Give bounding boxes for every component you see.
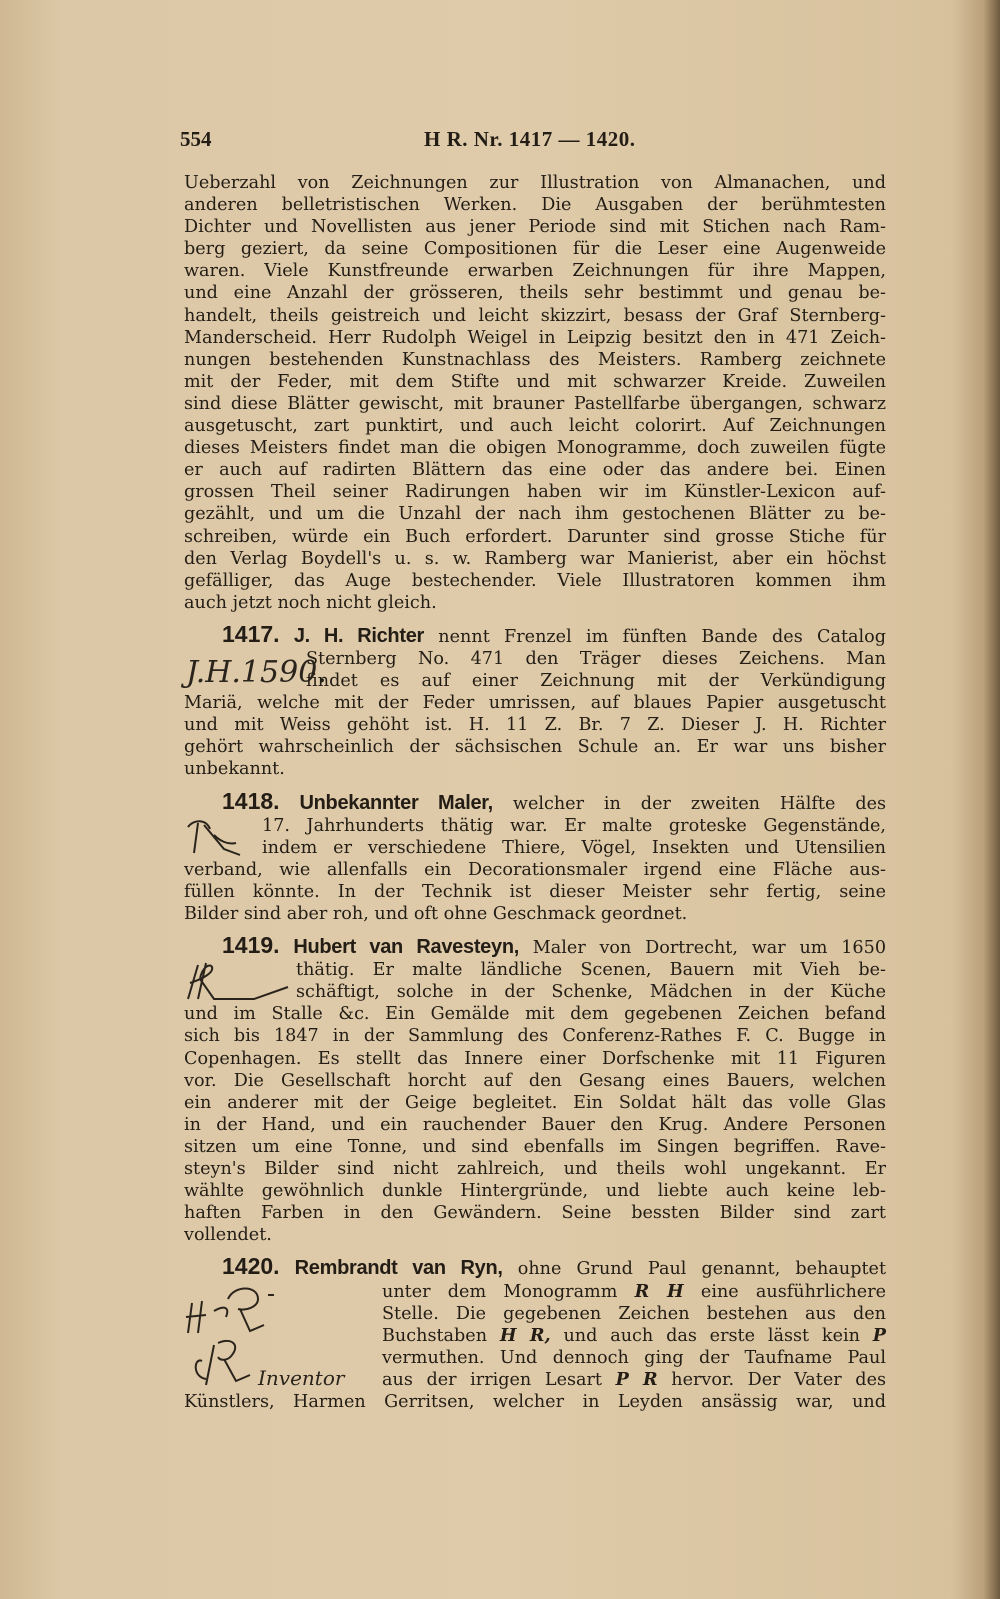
header-title: H R. Nr. 1417 — 1420. [424, 127, 636, 151]
text-fragment: hervor. Der Vater des [671, 1369, 887, 1390]
monogram-label: J.H.1590. [186, 654, 327, 690]
text-line: findet es auf einer Zeichnung mit der Verkündigung [306, 671, 886, 692]
text-line: in der Hand, und ein rauchender Bauer den Krug. Andere Personen [184, 1114, 886, 1135]
text-line: ein anderer mit der Geige begleitet. Ein Soldat hält das volle Glas [184, 1092, 886, 1113]
text-fragment: aus der irrigen Lesart [382, 1369, 602, 1390]
monogram-hr-inventor [184, 1281, 382, 1391]
text-line: unbekannt. [184, 759, 285, 780]
entry-number: 1417. [222, 620, 280, 647]
text-line: thätig. Er malte ländliche Scenen, Bauern mit Vieh be- [296, 960, 886, 981]
text-fragment: unter dem Monogramm [382, 1281, 618, 1302]
text-line: handelt, theils geistreich und leicht skizzirt, besass der Graf Sternberg- [184, 305, 886, 326]
text-line: und eine Anzahl der grösseren, theils sehr bestimmt und genau be- [184, 283, 886, 304]
text-line: Stelle. Die gegebenen Zeichen bestehen aus den [382, 1303, 886, 1324]
entry-number: 1420. [222, 1253, 280, 1280]
text-line: vollendet. [184, 1225, 272, 1246]
page-number: 554 [180, 127, 212, 151]
text-line: vor. Die Gesellschaft horcht auf den Gesang eines Bauers, welchen [184, 1070, 886, 1091]
text-line [382, 1325, 886, 1347]
text-fragment: Buchstaben [382, 1325, 488, 1346]
entry-1417 [184, 620, 887, 781]
entry-artist-name: Rembrandt van Ryn, [294, 1257, 503, 1280]
text-line: und mit Weiss gehöht ist. H. 11 Z. Br. 7 Z. Dieser J. H. Richter [184, 715, 886, 736]
text-line: auch jetzt noch nicht gleich. [184, 592, 437, 613]
entry-artist-name: Hubert van Ravesteyn, [293, 936, 520, 959]
text-line: gezählt, und um die Unzahl der nach ihm gestochenen Blätter zu be- [184, 504, 886, 525]
text-line: Mariä, welche mit der Feder umrissen, auf blaues Papier ausgetuscht [184, 693, 886, 714]
text-line: und im Stalle &c. Ein Gemälde mit dem gegebenen Zeichen befand [184, 1004, 886, 1025]
monogram-row [184, 815, 886, 859]
monogram-row [184, 959, 886, 1003]
entry-first-line: ohne Grund Paul genannt, behauptet [517, 1259, 887, 1280]
entry-heading [184, 1255, 886, 1280]
monogram-drawing [184, 959, 294, 1003]
page-text [180, 127, 887, 1413]
text-line: Manderscheid. Herr Rudolph Weigel in Leipzig besitzt den in 471 Zeich- [184, 327, 886, 348]
page-edge-shadow [984, 0, 1000, 1599]
text-line: Copenhagen. Es stellt das Innere einer Dorfschenke mit 11 Figuren [184, 1048, 886, 1069]
text-line: Sternberg No. 471 den Träger dieses Zeichens. Man [306, 648, 886, 669]
text-line: vermuthen. Und dennoch ging der Taufname Paul [382, 1347, 886, 1368]
entry-artist-name: J. H. Richter [293, 624, 425, 647]
monogram-drawing [184, 648, 327, 692]
text-line: Bilder sind aber roh, und oft ohne Geschmack geordnet. [184, 904, 688, 924]
text-line: sich bis 1847 in der Sammlung des Conferenz-Rathes F. C. Bugge in [184, 1026, 886, 1047]
monogram-reference: H R, [499, 1324, 551, 1346]
text-line: haften Farben in den Gewändern. Seine bessten Bilder sind zart [184, 1203, 886, 1224]
text-line: schäftigt, solche in der Schenke, Mädchen in der Küche [296, 982, 886, 1003]
monogram-drawing [184, 1281, 380, 1391]
text-line: sind diese Blätter gewischt, mit brauner Pastellfarbe übergangen, schwarz [184, 393, 886, 414]
text-line: mit der Feder, mit dem Stifte und mit schwarzer Kreide. Zuweilen [184, 371, 886, 392]
entry-1419 [184, 934, 886, 1246]
monogram-hr [184, 959, 296, 1003]
monogram-inventor-label: Inventor [258, 1365, 345, 1390]
entry-heading [184, 787, 887, 815]
text-line: gehört wahrscheinlich der sächsischen Schule an. Er war uns bisher [184, 737, 886, 758]
running-header [180, 127, 886, 172]
monogram-jh1590 [184, 648, 327, 692]
text-line: sitzen um eine Tonne, und sind ebenfalls im Singen begriffen. Rave- [184, 1136, 886, 1157]
text-line: grossen Theil seiner Radirungen haben wir im Künstler-Lexicon auf- [184, 482, 886, 503]
text-line: Dichter und Novellisten aus jener Periode sind mit Stichen nach Ram- [184, 217, 886, 238]
text-line: er auch auf radirten Blättern das eine oder das andere bei. Einen [184, 460, 886, 481]
text-line: füllen könnte. In der Technik ist dieser Meister sehr fertig, seine [184, 881, 886, 902]
text-fragment: und auch das erste lässt kein [563, 1325, 860, 1346]
text-line: dieses Meisters findet man die obigen Monogramme, doch zuweilen fügte [184, 438, 886, 459]
entry-artist-name: Unbekannter Maler, [299, 791, 493, 814]
monogram-side-text [382, 1281, 886, 1391]
text-line: ausgetuscht, zart punktirt, und auch leicht colorirt. Auf Zeichnungen [184, 416, 886, 437]
text-line: verband, wie allenfalls ein Decorationsmaler irgend eine Fläche aus- [184, 859, 886, 880]
text-line: wählte gewöhnlich dunkle Hintergründe, und liebte auch keine leb- [184, 1181, 886, 1202]
entry-number: 1418. [222, 787, 280, 814]
text-line: Künstlers, Harmen Gerritsen, welcher in Leyden ansässig war, und [184, 1391, 886, 1412]
intro-paragraph [184, 172, 886, 614]
entry-first-line: nennt Frenzel im fünften Bande des Catalog [438, 626, 887, 647]
text-line: gefälliger, das Auge bestechender. Viele Illustratoren kommen ihm [184, 570, 886, 591]
monogram-reference: P [872, 1324, 887, 1346]
text-line: anderen belletristischen Werken. Die Ausgaben der berühmtesten [184, 195, 886, 216]
text-line: steyn's Bilder sind nicht zahlreich, und theils wohl ungekannt. Er [184, 1159, 886, 1180]
text-fragment: eine ausführlichere [700, 1281, 887, 1302]
entry-first-line: welcher in der zweiten Hälfte des [512, 793, 887, 814]
monogram-drawing [184, 815, 260, 859]
text-line [382, 1369, 886, 1391]
entry-heading [184, 620, 887, 648]
entry-1420 [184, 1255, 886, 1413]
entry-first-line: Maler von Dortrecht, war um 1650 [532, 938, 887, 959]
text-line: berg geziert, da seine Compositionen für die Leser eine Augenweide [184, 239, 886, 260]
text-line: schreiben, würde ein Buch erfordert. Darunter sind grosse Stiche für [184, 526, 886, 547]
entry-number: 1419. [222, 932, 280, 959]
monogram-reference: R H [634, 1280, 684, 1302]
monogram-ak [184, 815, 262, 859]
text-line: den Verlag Boydell's u. s. w. Ramberg war Manierist, aber ein höchst [184, 548, 886, 569]
monogram-row [184, 1281, 886, 1391]
entry-1418 [184, 787, 887, 926]
monogram-side-text [306, 648, 886, 692]
monogram-reference: P R [615, 1368, 658, 1390]
text-line: nungen bestehenden Kunstnachlass des Meisters. Ramberg zeichnete [184, 349, 886, 370]
entry-heading [184, 934, 886, 959]
monogram-row [184, 648, 886, 692]
text-line [382, 1281, 886, 1303]
monogram-side-text [296, 959, 886, 1003]
text-line: 17. Jahrhunderts thätig war. Er malte groteske Gegenstände, [262, 815, 886, 836]
text-line: waren. Viele Kunstfreunde erwarben Zeichnungen für ihre Mappen, [184, 261, 886, 282]
monogram-side-text [262, 815, 886, 859]
text-line: indem er verschiedene Thiere, Vögel, Insekten und Utensilien [262, 837, 886, 858]
text-line: Ueberzahl von Zeichnungen zur Illustration von Almanachen, und [184, 173, 886, 193]
